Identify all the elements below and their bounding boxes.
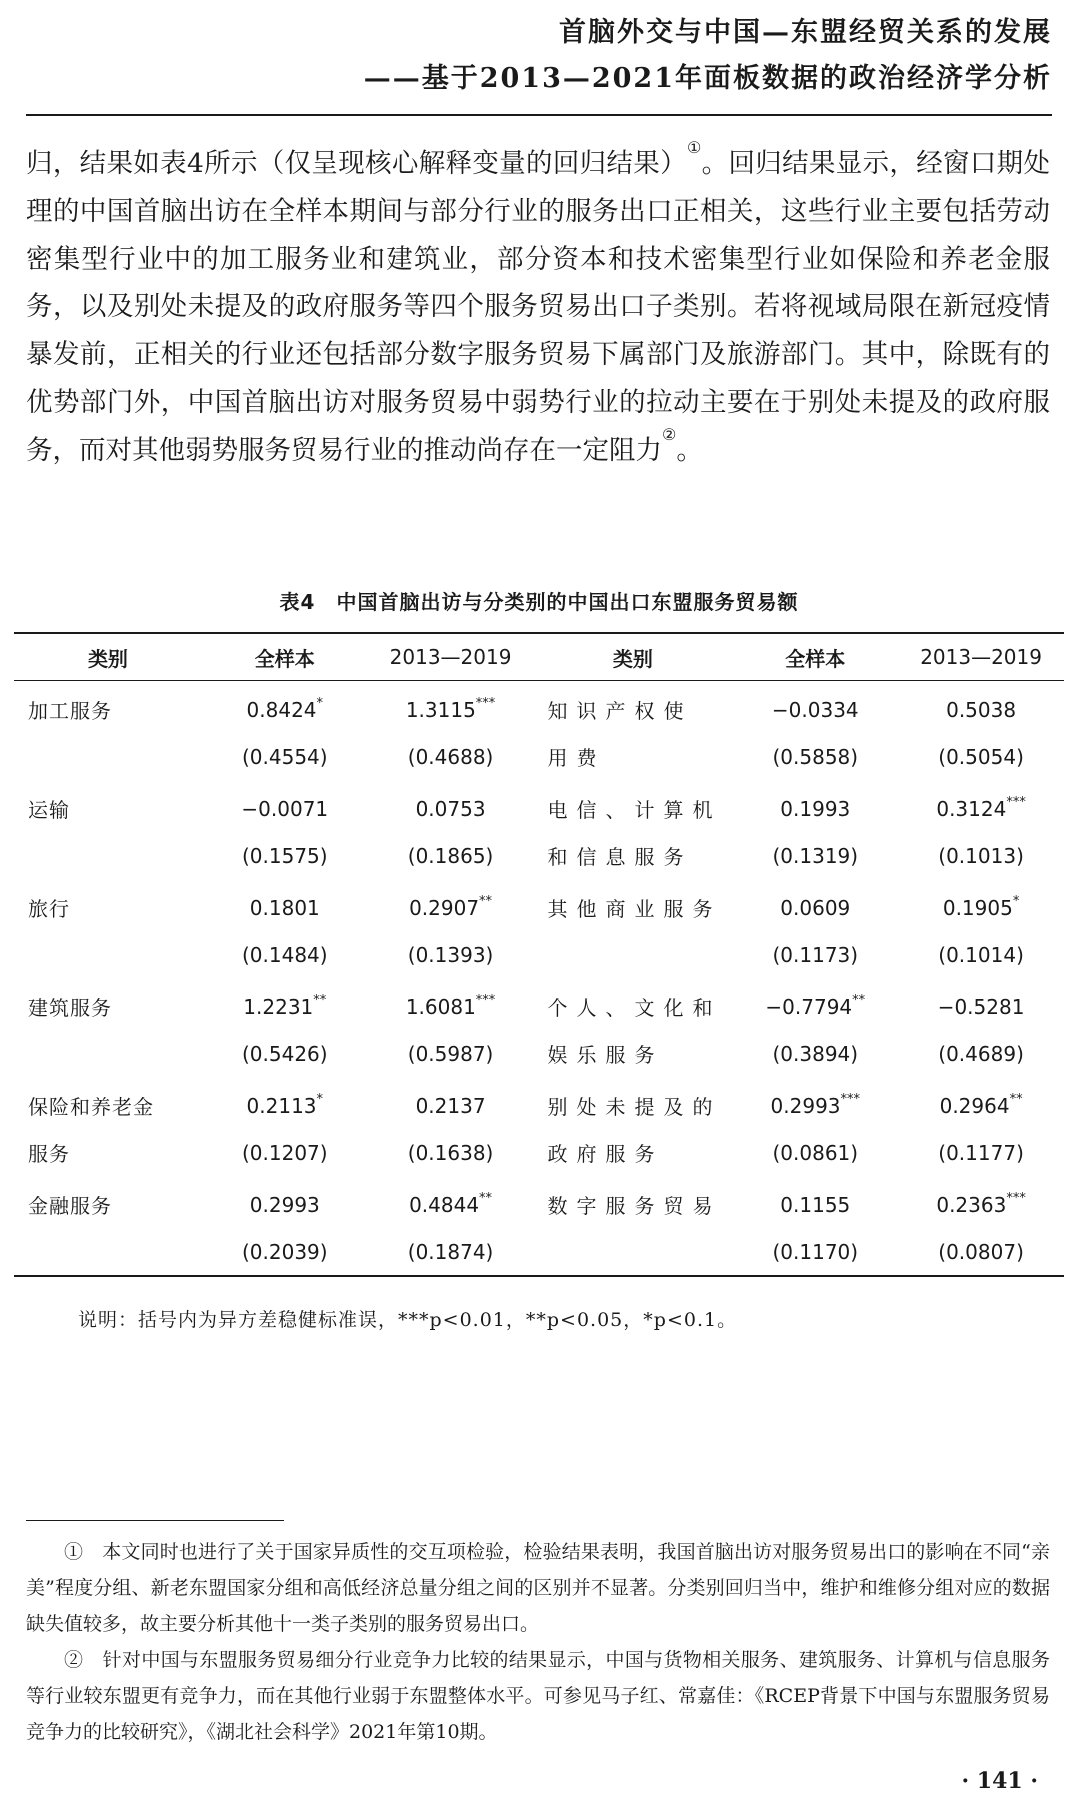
category-a-cont <box>14 733 202 780</box>
table-row-se <box>14 733 1064 780</box>
coef-full-a-text: 1.2231 <box>243 994 314 1019</box>
se-sub-b <box>898 931 1064 978</box>
table-row <box>14 780 1064 832</box>
coef-sub-a-text: 1.6081 <box>405 994 476 1019</box>
category-b-cont <box>533 1030 732 1077</box>
category-a-cont <box>14 1129 202 1176</box>
se-full-b-text: (0.1319) <box>772 843 859 868</box>
table-row <box>14 1176 1064 1228</box>
header-category-b: 类别 <box>533 633 732 681</box>
se-full-a-text: (0.1207) <box>241 1140 328 1165</box>
se-full-a-text: (0.5426) <box>241 1041 328 1066</box>
coef-full-b <box>732 978 898 1030</box>
se-sub-b <box>898 1228 1064 1276</box>
se-sub-b-text: (0.1014) <box>938 942 1024 967</box>
coef-full-b <box>732 780 898 832</box>
category-a-cont <box>14 1228 202 1276</box>
se-full-b <box>732 931 898 978</box>
footnote-1: ① 本文同时也进行了关于国家异质性的交互项检验，检验结果表明，我国首脑出访对服务贸易出口的影响在不同“亲美”程度分组、新老东盟国家分组和高低经济总量分组之间的区别并不显著。分类别回归当中，维护和维修分组对应的数据缺失值较多，故主要分析其他十一类子类别的服务贸易出口。 <box>26 1541 1050 1635</box>
category-a-text: 建筑服务 <box>28 996 112 1020</box>
category-a <box>14 681 202 734</box>
header-title: 首脑外交与中国—东盟经贸关系的发展 <box>559 17 1052 48</box>
category-b <box>533 681 732 734</box>
se-sub-a <box>368 1129 534 1176</box>
category-b-cont <box>533 1129 732 1176</box>
coef-sub-a-significance: *** <box>475 695 496 711</box>
footnote-2: ② 针对中国与东盟服务贸易细分行业竞争力比较的结果显示，中国与货物相关服务、建筑服务、计算机与信息服务等行业较东盟更有竞争力，而在其他行业弱于东盟整体水平。可参见马子红、常嘉佳：《RCEP背景下中国与东盟服务贸易竞争力的比较研究》，《湖北社会科学》2021年第10期。 <box>26 1649 1050 1743</box>
category-a <box>14 1176 202 1228</box>
se-full-b-text: (0.0861) <box>772 1140 859 1165</box>
coef-full-b <box>732 1077 898 1129</box>
regression-table <box>14 632 1064 1277</box>
category-b <box>533 978 732 1030</box>
category-b-cont-text: 用费 <box>547 746 606 770</box>
se-full-a <box>202 931 368 978</box>
coef-sub-b-text: 0.2363 <box>936 1192 1007 1217</box>
header-sub-b: 2013—2019 <box>898 633 1064 681</box>
se-sub-a <box>368 1228 534 1276</box>
se-sub-a-text: (0.1638) <box>407 1140 494 1165</box>
se-full-b-text: (0.1170) <box>772 1239 859 1264</box>
coef-full-a <box>202 1077 368 1129</box>
coef-full-b-text: −0.7794 <box>765 994 853 1019</box>
coef-full-a-text: −0.0071 <box>241 796 329 821</box>
category-a <box>14 1077 202 1129</box>
category-a-cont <box>14 931 202 978</box>
coef-sub-a <box>368 780 534 832</box>
table-note: 说明：括号内为异方差稳健标准误，***p<0.01，**p<0.05，*p<0.1。 <box>78 1309 738 1331</box>
footnotes <box>26 1534 1050 1750</box>
header-subtitle: ——基于2013—2021年面板数据的政治经济学分析 <box>363 63 1052 94</box>
coef-full-a <box>202 780 368 832</box>
category-b-text: 其他商业服务 <box>547 897 722 921</box>
se-sub-a <box>368 931 534 978</box>
coef-sub-a-text: 0.0753 <box>415 796 486 821</box>
table-caption: 表4 中国首脑出访与分类别的中国出口东盟服务贸易额 <box>279 590 799 614</box>
category-a-cont <box>14 832 202 879</box>
category-b-text: 知识产权使 <box>547 699 693 723</box>
coef-full-b-text: 0.1993 <box>780 796 851 821</box>
coef-full-a-text: 0.2993 <box>249 1192 320 1217</box>
coef-full-a <box>202 978 368 1030</box>
coef-sub-b-text: 0.1905 <box>942 895 1013 920</box>
se-full-a <box>202 1228 368 1276</box>
se-sub-b-text: (0.1177) <box>938 1140 1024 1165</box>
coef-full-b-text: 0.0609 <box>780 895 851 920</box>
running-header <box>364 10 1052 102</box>
se-full-a-text: (0.1484) <box>241 942 328 967</box>
category-a-cont <box>14 1030 202 1077</box>
se-full-b-text: (0.5858) <box>772 744 859 769</box>
se-sub-a <box>368 1030 534 1077</box>
category-b-text: 个人、文化和 <box>547 996 722 1020</box>
coef-full-b-text: 0.2993 <box>770 1093 841 1118</box>
se-sub-b-text: (0.5054) <box>938 744 1024 769</box>
coef-sub-a <box>368 1176 534 1228</box>
coef-full-b <box>732 681 898 734</box>
table-row-se <box>14 1030 1064 1077</box>
coef-sub-a-text: 0.4844 <box>409 1192 480 1217</box>
category-a-cont-text: 服务 <box>28 1142 70 1166</box>
header-full-a: 全样本 <box>202 633 368 681</box>
coef-full-a-text: 0.1801 <box>249 895 320 920</box>
se-full-b-text: (0.1173) <box>772 942 859 967</box>
coef-sub-b-text: 0.2964 <box>939 1093 1010 1118</box>
se-full-b <box>732 1228 898 1276</box>
category-b-cont-text: 娱乐服务 <box>547 1043 664 1067</box>
coef-sub-b <box>898 879 1064 931</box>
category-b-cont <box>533 832 732 879</box>
category-b <box>533 1176 732 1228</box>
coef-sub-a-significance: ** <box>479 1190 493 1206</box>
se-sub-a-text: (0.1393) <box>407 942 494 967</box>
se-sub-b <box>898 1129 1064 1176</box>
footnote-rule <box>26 1520 284 1521</box>
category-a-text: 金融服务 <box>28 1194 112 1218</box>
coef-full-a <box>202 1176 368 1228</box>
se-sub-a-text: (0.4688) <box>407 744 494 769</box>
category-a <box>14 978 202 1030</box>
se-sub-b <box>898 1030 1064 1077</box>
coef-sub-a <box>368 879 534 931</box>
body-text-1: 归，结果如表4所示（仅呈现核心解释变量的回归结果） <box>26 148 687 179</box>
se-sub-b-text: (0.4689) <box>938 1041 1024 1066</box>
coef-full-a <box>202 879 368 931</box>
coef-sub-a-significance: ** <box>479 893 493 909</box>
header-category-a: 类别 <box>14 633 202 681</box>
category-b <box>533 780 732 832</box>
category-a <box>14 879 202 931</box>
coef-full-b-text: 0.1155 <box>780 1192 851 1217</box>
category-b <box>533 1077 732 1129</box>
se-sub-a-text: (0.1865) <box>407 843 494 868</box>
se-full-a <box>202 733 368 780</box>
category-b-cont <box>533 1228 732 1276</box>
category-b-text: 电信、计算机 <box>547 798 722 822</box>
se-sub-b <box>898 733 1064 780</box>
header-full-b: 全样本 <box>732 633 898 681</box>
se-full-b <box>732 1030 898 1077</box>
coef-sub-a <box>368 1077 534 1129</box>
table-row <box>14 978 1064 1030</box>
coef-sub-a-text: 0.2907 <box>409 895 480 920</box>
coef-sub-b <box>898 1176 1064 1228</box>
coef-sub-b <box>898 1077 1064 1129</box>
se-sub-b-text: (0.0807) <box>938 1239 1024 1264</box>
table-row <box>14 681 1064 734</box>
coef-full-a-text: 0.8424 <box>246 697 317 722</box>
coef-sub-a-text: 0.2137 <box>415 1093 486 1118</box>
category-b-cont <box>533 733 732 780</box>
coef-full-a-significance: * <box>316 1091 324 1107</box>
coef-sub-a <box>368 681 534 734</box>
coef-full-a-text: 0.2113 <box>246 1093 317 1118</box>
se-sub-a <box>368 733 534 780</box>
se-sub-a <box>368 832 534 879</box>
se-full-a <box>202 1030 368 1077</box>
se-sub-a-text: (0.5987) <box>407 1041 494 1066</box>
category-b-cont <box>533 931 732 978</box>
category-b-text: 数字服务贸易 <box>547 1194 722 1218</box>
table-row-se <box>14 1228 1064 1276</box>
se-sub-b <box>898 832 1064 879</box>
coef-sub-b-significance: * <box>1012 893 1020 909</box>
coef-sub-b <box>898 681 1064 734</box>
coef-sub-b <box>898 780 1064 832</box>
coef-full-a-significance: ** <box>313 992 327 1008</box>
category-b <box>533 879 732 931</box>
se-full-b <box>732 733 898 780</box>
se-full-b-text: (0.3894) <box>772 1041 859 1066</box>
category-a-text: 加工服务 <box>28 699 112 723</box>
table-row-se <box>14 931 1064 978</box>
table-row <box>14 1077 1064 1129</box>
category-a-text: 旅行 <box>28 897 70 921</box>
table-header-row <box>14 633 1064 681</box>
table-row <box>14 879 1064 931</box>
coef-sub-b <box>898 978 1064 1030</box>
se-full-a <box>202 832 368 879</box>
coef-full-b <box>732 1176 898 1228</box>
coef-sub-a-text: 1.3115 <box>405 697 476 722</box>
table-row-se <box>14 832 1064 879</box>
body-text-3: 。 <box>676 434 703 466</box>
se-full-a-text: (0.4554) <box>241 744 328 769</box>
se-full-a-text: (0.2039) <box>241 1239 328 1264</box>
category-b-cont-text: 政府服务 <box>547 1142 664 1166</box>
se-full-a <box>202 1129 368 1176</box>
body-text-2: 。回归结果显示，经窗口期处理的中国首脑出访在全样本期间与部分行业的服务出口正相关，这些行业主要包括劳动密集型行业中的加工服务业和建筑业，部分资本和技术密集型行业如保险和养老金服务，以及别处未提及的政府服务等四个服务贸易出口子类别。若将视域局限在新冠疫情暴发前，正相关的行业还包括部分数字服务贸易下属部门及旅游部门。其中，除既有的优势部门外，中国首脑出访对服务贸易中弱势行业的拉动主要在于别处未提及的政府服务，而对其他弱势服务贸易行业的推动尚存在一定阻力 <box>26 148 1051 466</box>
coef-sub-b-significance: ** <box>1009 1091 1023 1107</box>
se-sub-b-text: (0.1013) <box>938 843 1024 868</box>
category-b-cont-text: 和信息服务 <box>547 845 693 869</box>
coef-sub-b-significance: *** <box>1006 1190 1026 1206</box>
coef-sub-b-significance: *** <box>1006 794 1026 810</box>
category-a <box>14 780 202 832</box>
coef-sub-b-text: 0.3124 <box>936 796 1007 821</box>
se-sub-a-text: (0.1874) <box>407 1239 494 1264</box>
coef-sub-a-significance: *** <box>475 992 496 1008</box>
category-a-text: 运输 <box>28 798 70 822</box>
se-full-a-text: (0.1575) <box>241 843 328 868</box>
header-rule <box>26 114 1052 116</box>
header-sub-a: 2013—2019 <box>368 633 534 681</box>
category-b-text: 别处未提及的 <box>547 1095 722 1119</box>
category-a-text: 保险和养老金 <box>28 1095 154 1119</box>
coef-full-b-significance: ** <box>852 992 866 1008</box>
table-row-se <box>14 1129 1064 1176</box>
coef-full-b-text: −0.0334 <box>771 697 859 722</box>
se-full-b <box>732 1129 898 1176</box>
se-full-b <box>732 832 898 879</box>
coef-full-a <box>202 681 368 734</box>
footnote-mark-2[interactable]: ② <box>662 424 677 444</box>
coef-full-b-significance: *** <box>840 1091 861 1107</box>
page-number: · 141 · <box>961 1768 1038 1794</box>
footnote-mark-1[interactable]: ① <box>686 138 702 157</box>
coef-sub-b-text: 0.5038 <box>946 697 1017 722</box>
coef-sub-a <box>368 978 534 1030</box>
coef-sub-b-text: −0.5281 <box>937 994 1025 1019</box>
coef-full-a-significance: * <box>316 695 324 711</box>
coef-full-b <box>732 879 898 931</box>
body-paragraph <box>26 140 1050 475</box>
